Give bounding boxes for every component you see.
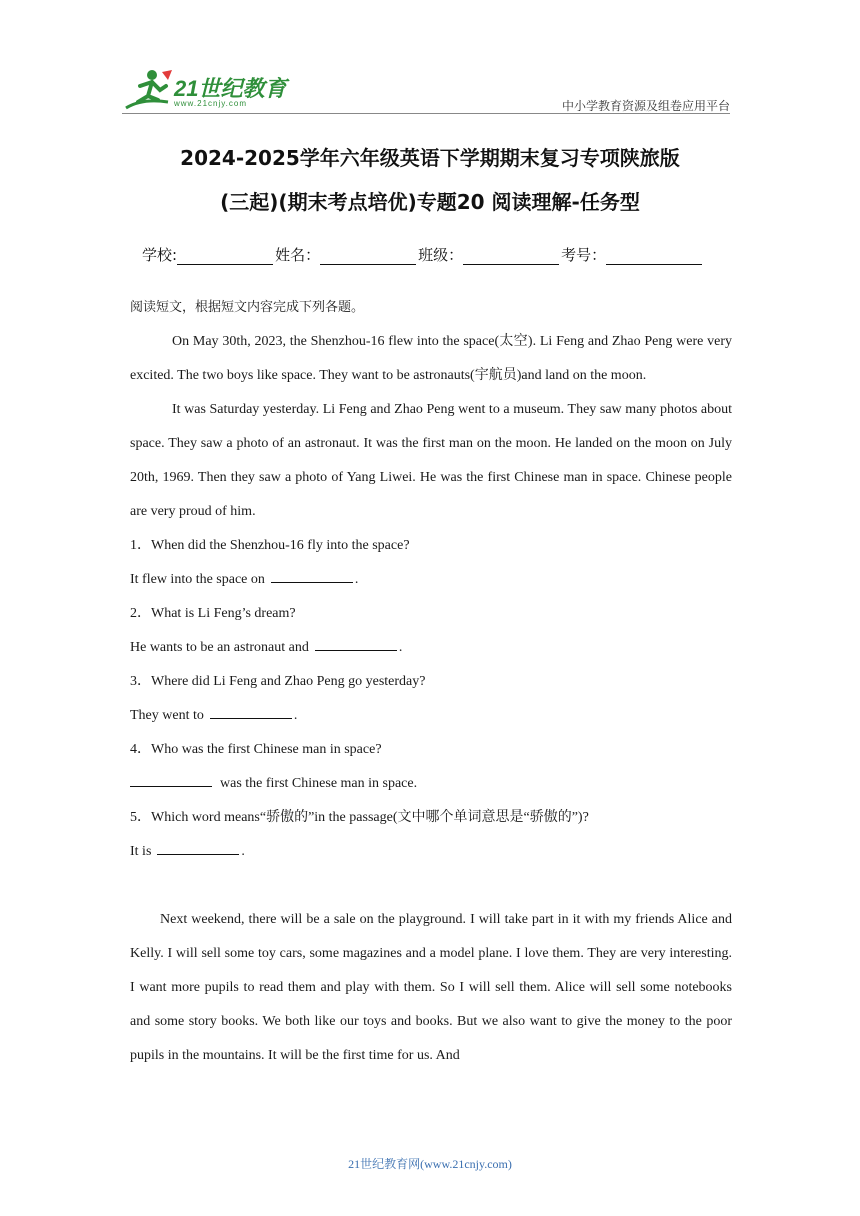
school-field[interactable]: [177, 248, 273, 265]
answer-5-blank[interactable]: [157, 840, 239, 855]
question-4: 4．Who was the first Chinese man in space?: [130, 742, 382, 757]
page-header: [0, 0, 860, 120]
answer-3-blank[interactable]: [210, 704, 292, 719]
class-label: 班级：: [418, 246, 464, 264]
header-divider: [122, 113, 730, 114]
passage1-paragraph-2: It was Saturday yesterday. Li Feng and Zhao Peng went to a museum. They saw many photos about space. They saw a photo of an astronaut. It was the first man on the moon. He landed on the moon on July 20th, 1969. Then they saw a photo of Yang Liwei. He was the first Chinese man in space. Chinese people are very proud of him.: [130, 402, 732, 519]
question-3: 3．Where did Li Feng and Zhao Peng go yesterday?: [130, 674, 426, 689]
page-footer: 21世纪教育网(www.21cnjy.com): [348, 1157, 512, 1171]
section-gap: [130, 869, 732, 903]
title-line-1: 2024-2025学年六年级英语下学期期末复习专项陕旅版: [180, 146, 680, 170]
question-5: 5．Which word means“骄傲的”in the passage(文中哪个单词意思是“骄傲的”)?: [130, 810, 589, 825]
document-body: [130, 291, 732, 1073]
class-field[interactable]: [463, 248, 559, 265]
answer-3: [130, 699, 732, 733]
question-1: 1．When did the Shenzhou-16 fly into the space?: [130, 538, 410, 553]
platform-label: 中小学教育资源及组卷应用平台: [561, 99, 730, 113]
student-info-row: [142, 244, 704, 265]
answer-1: [130, 563, 732, 597]
answer-3-end: .: [293, 708, 298, 723]
name-label: 姓名：: [275, 246, 321, 264]
answer-1-text: It flew into the space on: [130, 572, 265, 587]
logo-text: 21世纪教育: [174, 76, 287, 101]
answer-3-text: They went to: [130, 708, 204, 723]
answer-5: [130, 835, 732, 869]
logo: [122, 68, 292, 114]
answer-1-blank[interactable]: [271, 568, 353, 583]
logo-url: www.21cnjy.com: [174, 99, 247, 108]
number-label: 考号：: [561, 246, 607, 264]
answer-1-end: .: [354, 572, 359, 587]
answer-2-end: .: [398, 640, 403, 655]
answer-2: [130, 631, 732, 665]
answer-4-blank[interactable]: [130, 772, 212, 787]
answer-5-end: .: [241, 844, 245, 859]
passage1-paragraph-1: On May 30th, 2023, the Shenzhou-16 flew into the space(太空). Li Feng and Zhao Peng were very excited. The two boys like space. They want to be astronauts(宇航员)and land on the moon.: [130, 334, 732, 383]
runner-logo-icon: [122, 68, 174, 114]
answer-2-text: He wants to be an astronaut and: [130, 640, 309, 655]
passage2-paragraph-1: Next weekend, there will be a sale on the playground. I will take part in it with my friends Alice and Kelly. I will sell some toy cars, some magazines and a model plane. I love them. They are very interesting. I want more pupils to read them and play with them. So I will sell them. Alice will sell some notebooks and some story books. We both like our toys and books. But we also want to give the money to the poor pupils in the mountains. It will be the first time for us. And: [130, 912, 732, 1063]
instruction: 阅读短文，根据短文内容完成下列各题。: [130, 300, 365, 315]
title-line-2: (三起)(期末考点培优)专题20 阅读理解-任务型: [220, 190, 640, 214]
answer-4: [130, 767, 732, 801]
number-field[interactable]: [606, 248, 702, 265]
name-field[interactable]: [320, 248, 416, 265]
school-label: 学校:: [142, 246, 178, 264]
answer-4-text: was the first Chinese man in space.: [220, 776, 418, 791]
question-2: 2．What is Li Feng’s dream?: [130, 606, 296, 621]
answer-2-blank[interactable]: [315, 636, 397, 651]
answer-5-text: It is: [130, 844, 152, 859]
